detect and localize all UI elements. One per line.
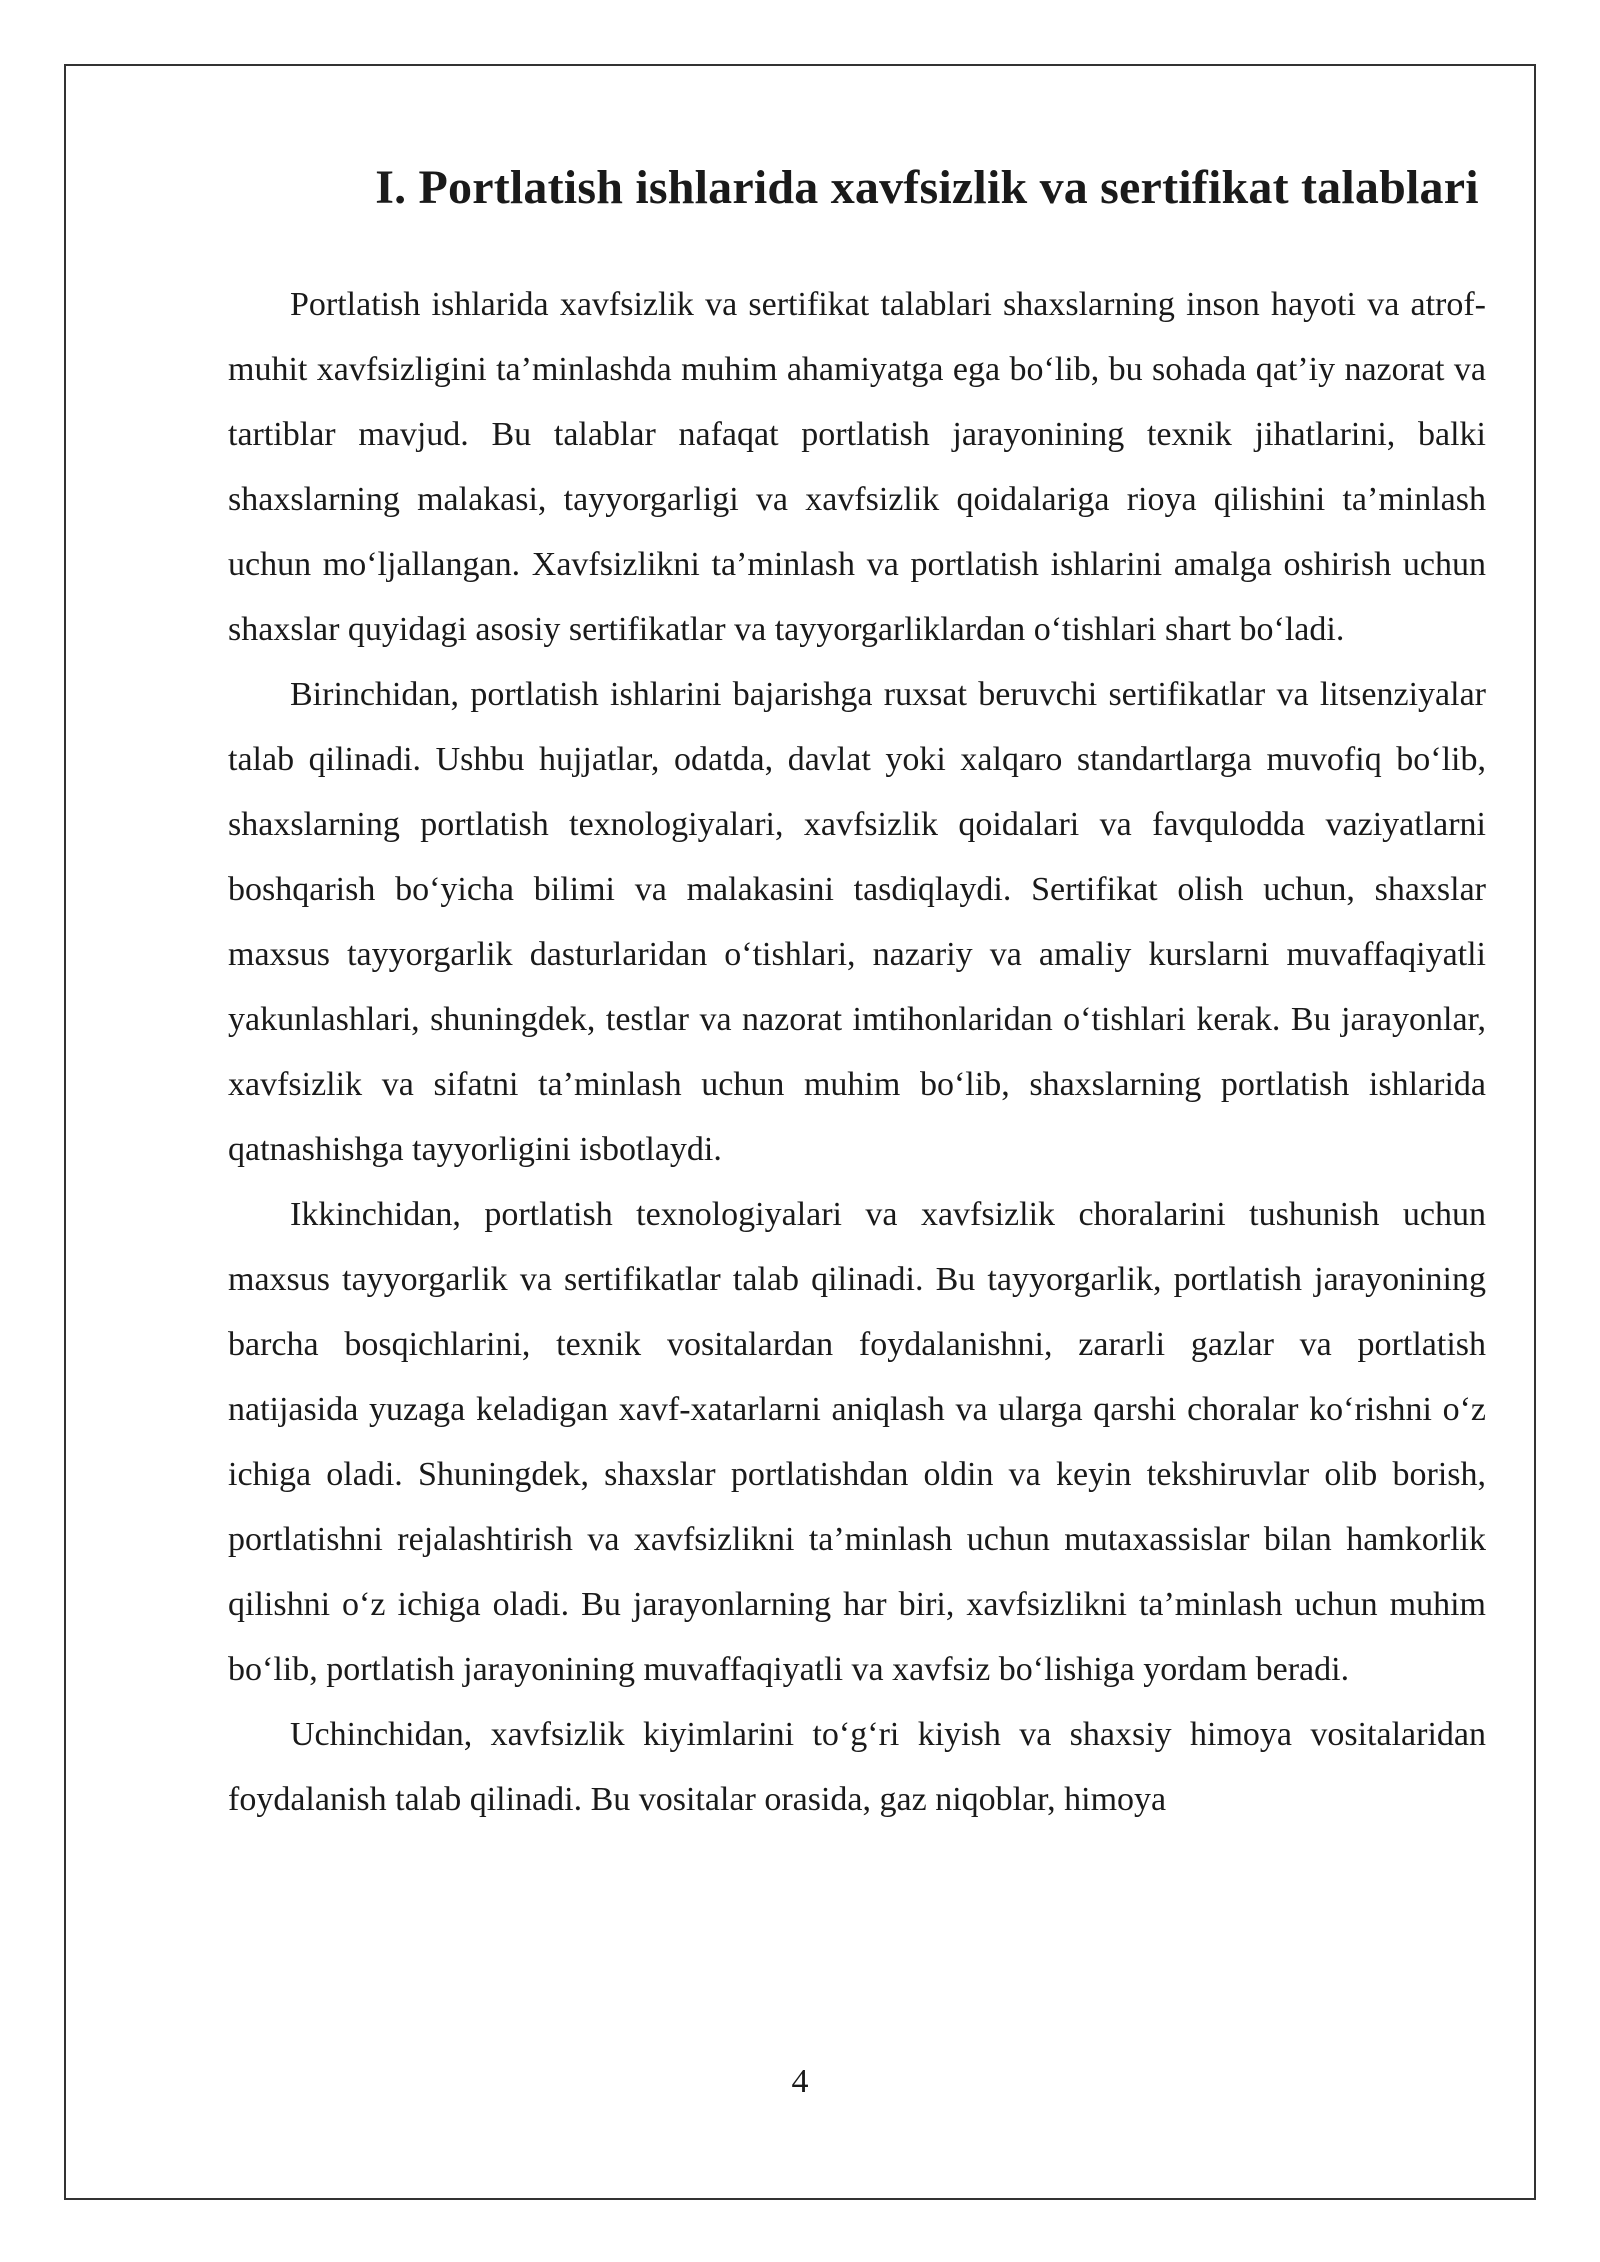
paragraph: Ikkinchidan, portlatish texnologiyalari va xavfsizlik choralarini tushunish uchun maxsus tayyorgarlik va sertifikatlar talab qilinadi. Bu tayyorgarlik, portlatish jarayonining barcha bosqichlarini, texnik vositalardan foydalanishni, zararli gazlar va portlatish natijasida yuzaga keladigan xavf-xatarlarni aniqlash va ularga qarshi choralar ko‘rishni o‘z ichiga oladi. Shuningdek, shaxslar portlatishdan oldin va keyin tekshiruvlar olib borish, portlatishni rejalashtirish va xavfsizlikni ta’minlash uchun mutaxassislar bilan hamkorlik qilishni o‘z ichiga oladi. Bu jarayonlarning har biri, xavfsizlikni ta’minlash uchun muhim bo‘lib, portlatish jarayonining muvaffaqiyatli va xavfsiz bo‘lishiga yordam beradi. (228, 1196, 1486, 1688)
section-heading: I. Portlatish ishlarida xavfsizlik va sertifikat talablari (375, 161, 1479, 214)
page-content (228, 140, 1486, 1832)
paragraph: Portlatish ishlarida xavfsizlik va sertifikat talablari shaxslarning inson hayoti va atrof-muhit xavfsizligini ta’minlashda muhim ahamiyatga ega bo‘lib, bu sohada qat’iy nazorat va tartiblar mavjud. Bu talablar nafaqat portlatish jarayonining texnik jihatlarini, balki shaxslarning malakasi, tayyorgarligi va xavfsizlik qoidalariga rioya qilishini ta’minlash uchun mo‘ljallangan. Xavfsizlikni ta’minlash va portlatish ishlarini amalga oshirish uchun shaxslar quyidagi asosiy sertifikatlar va tayyorgarliklardan o‘tishlari shart bo‘ladi. (228, 286, 1486, 648)
page-number: 4 (791, 2063, 809, 2100)
paragraph: Uchinchidan, xavfsizlik kiyimlarini to‘g‘ri kiyish va shaxsiy himoya vositalaridan foydalanish talab qilinadi. Bu vositalar orasida, gaz niqoblar, himoya (228, 1716, 1486, 1818)
body-text (228, 272, 1486, 1832)
paragraph: Birinchidan, portlatish ishlarini bajarishga ruxsat beruvchi sertifikatlar va litsenziyalar talab qilinadi. Ushbu hujjatlar, odatda, davlat yoki xalqaro standartlarga muvofiq bo‘lib, shaxslarning portlatish texnologiyalari, xavfsizlik qoidalari va favqulodda vaziyatlarni boshqarish bo‘yicha bilimi va malakasini tasdiqlaydi. Sertifikat olish uchun, shaxslar maxsus tayyorgarlik dasturlaridan o‘tishlari, nazariy va amaliy kurslarni muvaffaqiyatli yakunlashlari, shuningdek, testlar va nazorat imtihonlaridan o‘tishlari kerak. Bu jarayonlar, xavfsizlik va sifatni ta’minlash uchun muhim bo‘lib, shaxslarning portlatish ishlarida qatnashishga tayyorligini isbotlaydi. (228, 676, 1486, 1168)
